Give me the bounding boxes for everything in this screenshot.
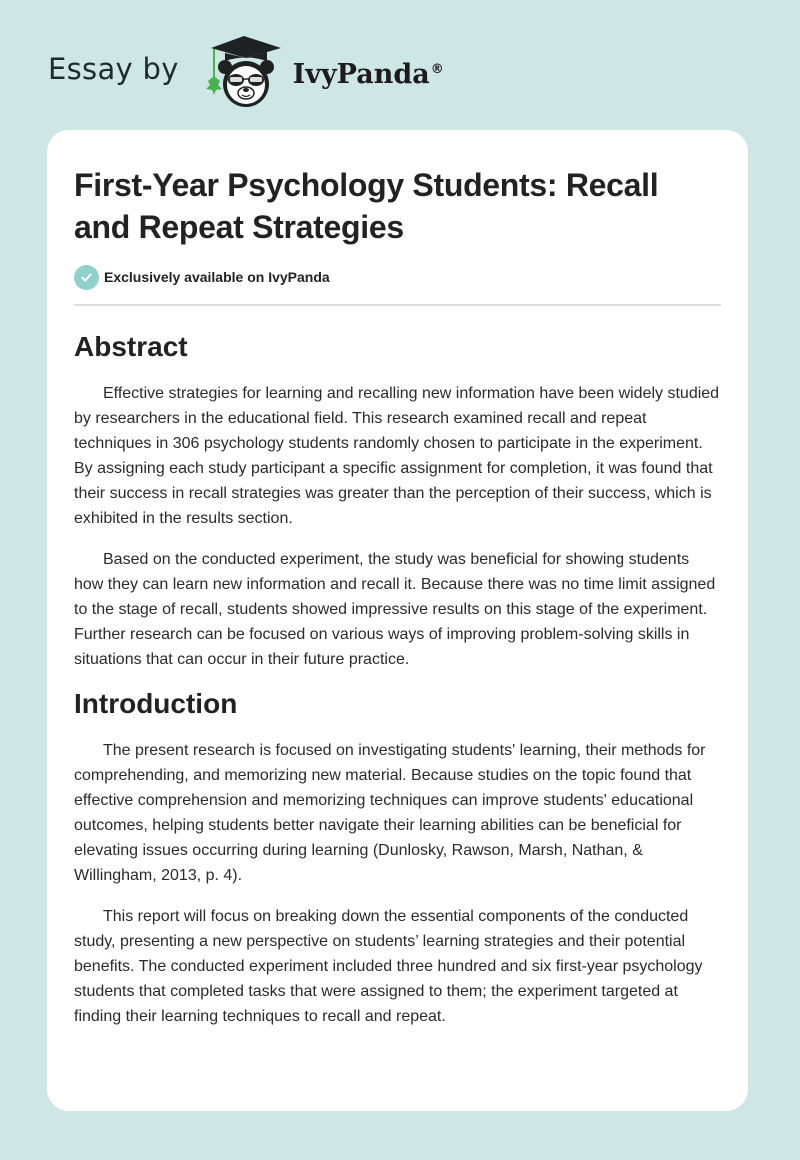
section-introduction (74, 687, 721, 1029)
section-heading-abstract: Abstract (74, 331, 188, 362)
paragraph: Effective strategies for learning and recalling new information have been widely studied by researchers in the educational field. This research examined recall and repeat techniques in 306 psychology students randomly chosen to participate in the experiment. By assigning each study participant a specific assignment for completion, it was found that their success in recall strategies was greater than the perception of their success, which is exhibited in the results section. (74, 385, 720, 527)
section-abstract (74, 330, 721, 672)
check-circle-icon (74, 265, 99, 290)
brand-header (48, 34, 444, 110)
exclusive-badge (74, 264, 721, 290)
essay-title: First-Year Psychology Students: Recall and Repeat Strategies (74, 167, 659, 245)
paragraph: This report will focus on breaking down the essential components of the conducted study, presenting a new perspective on students’ learning strategies and their potential benefits. The conducted experiment included three hundred and six first-year psychology students that completed tasks that were assigned to them; the experiment targeted at finding their learning techniques to recall and repeat. (74, 908, 703, 1025)
panda-graduate-icon (197, 34, 289, 110)
registered-mark: ® (430, 61, 444, 77)
essay-card (47, 130, 748, 1111)
brand-prefix: Essay by (48, 52, 179, 86)
paragraph: The present research is focused on investigating students' learning, their methods for comprehending, and memorizing new material. Because studies on the topic found that effective comprehension and memorizing techniques can improve students' educational outcomes, helping students better navigate their learning abilities can be beneficial for elevating issues occurring during learning (Dunlosky, Rawson, Marsh, Nathan, & Willingham, 2013, p. 4). (74, 742, 706, 884)
section-heading-introduction: Introduction (74, 688, 238, 719)
exclusive-label: Exclusively available on IvyPanda (104, 269, 330, 285)
brand-name: IvyPanda® (292, 58, 444, 90)
paragraph: Based on the conducted experiment, the study was beneficial for showing students how they can learn new information and recall it. Because there was no time limit assigned to the stage of recall, students showed impressive results on this stage of the experiment. Further research can be focused on various ways of improving problem-solving skills in situations that can occur in their future practice. (74, 551, 716, 668)
divider (74, 304, 721, 306)
